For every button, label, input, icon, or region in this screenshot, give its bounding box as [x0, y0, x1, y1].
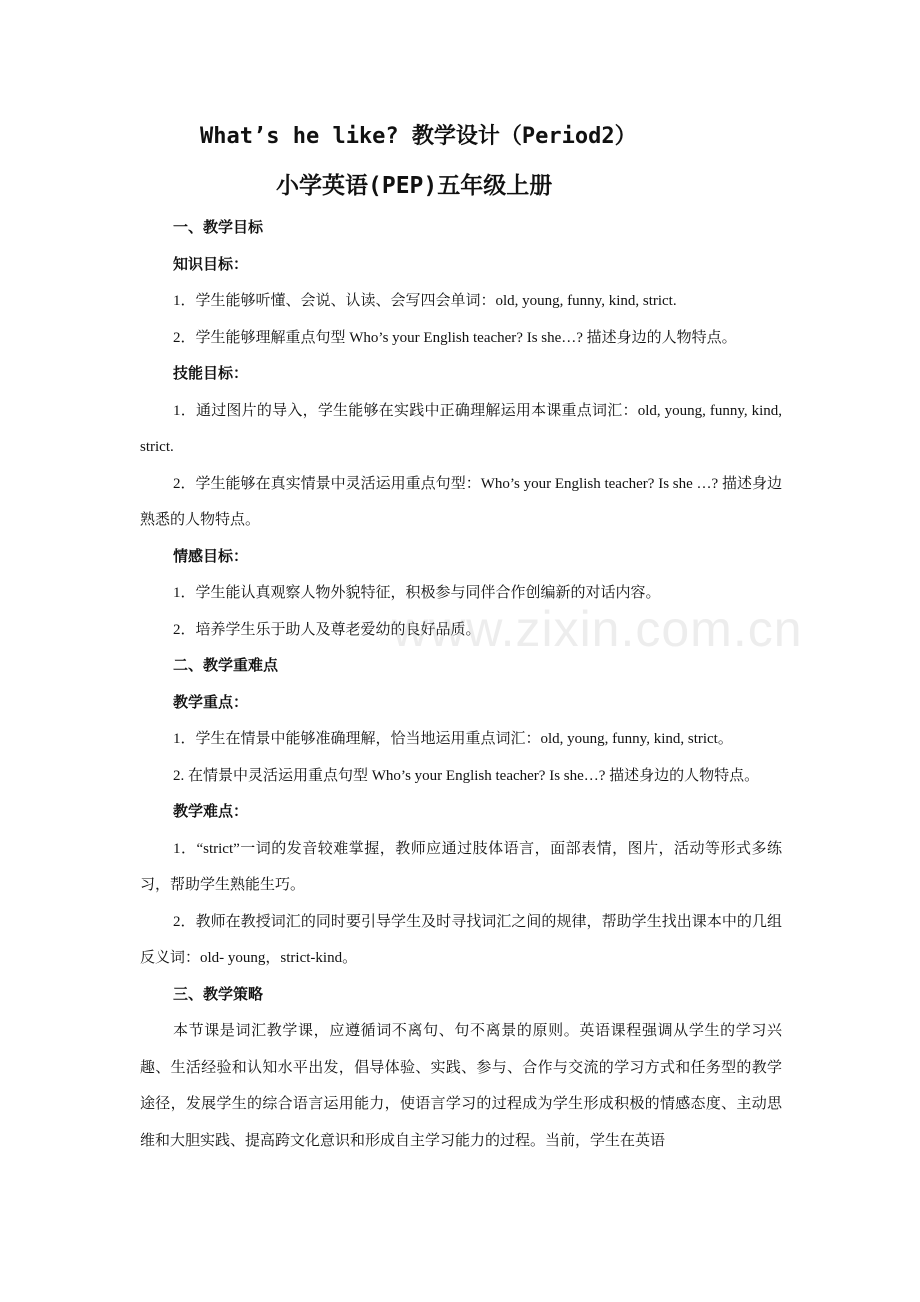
document-subtitle: 小学英语(PEP)五年级上册 [276, 173, 553, 199]
section-heading-strategy: 三、教学策略 [173, 986, 264, 1003]
focus-item-2: 2. 在情景中灵活运用重点句型 Who’s your English teacher? Is she…? 描述身边的人物特点。 [173, 767, 760, 784]
subheading-skill: 技能目标： [173, 366, 249, 382]
knowledge-item-1: 1．学生能够听懂、会说、认读、会写四会单词：old, young, funny, kind, strict. [173, 293, 677, 309]
subheading-knowledge: 知识目标： [173, 256, 249, 273]
skill-item-2: 2．学生能够在真实情景中灵活运用重点句型：Who’s your English teacher? Is she …? 描述身边熟悉的人物特点。 [140, 475, 782, 528]
subheading-difficulty: 教学难点： [173, 804, 249, 820]
document-title: What’s he like? 教学设计（Period2） [200, 124, 637, 149]
skill-item-1: 1．通过图片的导入，学生能够在实践中正确理解运用本课重点词汇：old, young, funny, kind, strict. [140, 402, 782, 455]
subheading-emotion: 情感目标： [173, 548, 249, 565]
document-body [140, 210, 782, 1159]
section-heading-goals: 一、教学目标 [173, 220, 264, 236]
emotion-item-2: 2．培养学生乐于助人及尊老爱幼的良好品质。 [173, 621, 481, 638]
knowledge-item-2: 2．学生能够理解重点句型 Who’s your English teacher? Is she…? 描述身边的人物特点。 [173, 329, 737, 346]
difficulty-item-2: 2．教师在教授词汇的同时要引导学生及时寻找词汇之间的规律，帮助学生找出课本中的几组反义词：old- young，strict-kind。 [140, 913, 782, 966]
watermark: www.zixin.com.cn [392, 601, 803, 657]
section-heading-keypoints: 二、教学重难点 [173, 658, 279, 674]
subheading-focus: 教学重点： [173, 694, 249, 711]
strategy-paragraph: 本节课是词汇教学课，应遵循词不离句、句不离景的原则。英语课程强调从学生的学习兴趣、生活经验和认知水平出发，倡导体验、实践、参与、合作与交流的学习方式和任务型的教学途径，发展学生的综合语言运用能力，使语言学习的过程成为学生形成积极的情感态度、主动思维和大胆实践、提高跨文化意识和形成自主学习能力的过程。当前，学生在英语 [140, 1023, 782, 1149]
difficulty-item-1: 1．“strict”一词的发音较难掌握，教师应通过肢体语言，面部表情，图片，活动等形式多练习，帮助学生熟能生巧。 [140, 840, 782, 893]
focus-item-1: 1．学生在情景中能够准确理解，恰当地运用重点词汇：old, young, funny, kind, strict。 [173, 731, 733, 747]
emotion-item-1: 1．学生能认真观察人物外貌特征，积极参与同伴合作创编新的对话内容。 [173, 585, 661, 601]
